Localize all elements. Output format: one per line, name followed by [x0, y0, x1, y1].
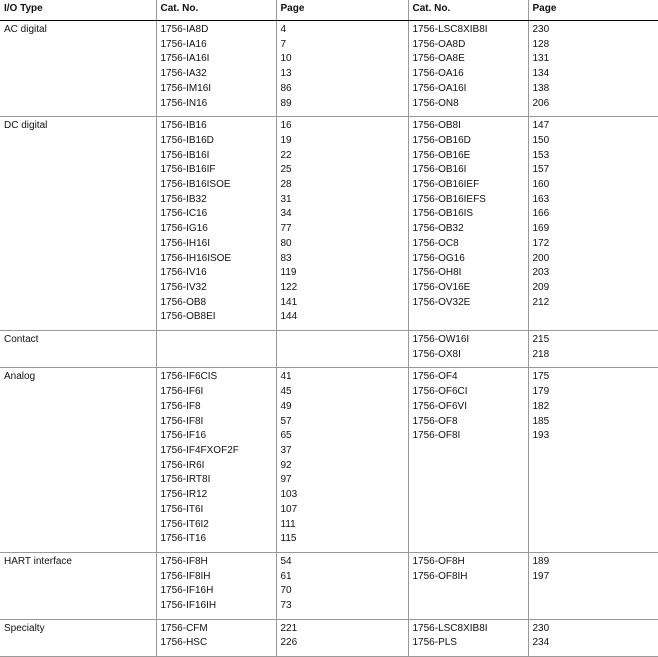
catalog-number: 1756-OW16I	[412, 334, 470, 346]
catalog-number: 1756-OV32E	[412, 296, 471, 308]
cat-no-2-cell	[408, 619, 528, 656]
catalog-number: 1756-OB8I	[412, 120, 461, 132]
catalog-number: 1756-IB16ISOE	[160, 179, 231, 191]
io-type-label: Specialty	[4, 622, 45, 634]
page-number: 157	[532, 164, 550, 176]
catalog-number: 1756-OF8I	[412, 430, 461, 442]
header-io-type: I/O Type	[0, 0, 156, 21]
page-number: 134	[532, 68, 550, 80]
page-number: 150	[532, 134, 550, 146]
io-type-cell	[0, 619, 156, 656]
page-number: 221	[280, 622, 298, 634]
page-number: 70	[280, 585, 292, 597]
page-number: 83	[280, 252, 292, 264]
header-cat-no-1: Cat. No.	[156, 0, 276, 21]
header-page-2: Page	[528, 0, 658, 21]
catalog-number: 1756-IB16D	[160, 134, 214, 146]
cat-no-1-cell	[156, 331, 276, 368]
table-row	[0, 117, 658, 331]
catalog-number: 1756-OF6CI	[412, 386, 468, 398]
io-type-cell	[0, 368, 156, 552]
cat-no-1-cell	[156, 368, 276, 552]
catalog-number: 1756-CFM	[160, 622, 208, 634]
page-number: 16	[280, 120, 292, 132]
catalog-number: 1756-LSC8XIB8I	[412, 24, 488, 35]
cat-no-2-cell	[408, 552, 528, 619]
catalog-number: 1756-IB16I	[160, 149, 210, 161]
catalog-number: 1756-IT6I	[160, 503, 204, 515]
catalog-number: 1756-IC16	[160, 208, 208, 220]
io-type-cell	[0, 117, 156, 331]
catalog-number: 1756-OB16D	[412, 134, 471, 146]
page-number: 73	[280, 600, 292, 612]
catalog-number: 1756-IA16	[160, 38, 207, 50]
page-number: 160	[532, 179, 550, 191]
cat-no-2-cell	[408, 21, 528, 117]
catalog-number: 1756-IM16I	[160, 82, 212, 94]
page-1-cell	[276, 552, 408, 619]
catalog-number: 1756-IT16	[160, 533, 207, 545]
page-number: 122	[280, 281, 298, 293]
catalog-number: 1756-ON8	[412, 97, 459, 109]
page-number: 80	[280, 237, 292, 249]
table-row	[0, 552, 658, 619]
page-2-cell	[528, 117, 658, 331]
catalog-number: 1756-IH16I	[160, 237, 210, 249]
cat-no-2-cell	[408, 368, 528, 552]
catalog-number: 1756-OB16IEFS	[412, 193, 486, 205]
page-2-cell	[528, 368, 658, 552]
io-type-label: DC digital	[4, 120, 48, 132]
catalog-number: 1756-OV16E	[412, 281, 471, 293]
catalog-number: 1756-HSC	[160, 637, 208, 649]
catalog-number: 1756-IF8	[160, 400, 201, 412]
catalog-number: 1756-IA32	[160, 68, 207, 80]
catalog-number: 1756-IF6CIS	[160, 371, 218, 383]
io-type-label: Contact	[4, 334, 39, 346]
page-number: 65	[280, 430, 292, 442]
page-number: 61	[280, 570, 292, 582]
catalog-number: 1756-IR6I	[160, 459, 205, 471]
page-number: 230	[532, 622, 550, 634]
catalog-number: 1756-OA16	[412, 68, 464, 80]
page-number: 193	[532, 430, 550, 442]
catalog-number: 1756-OA8D	[412, 38, 466, 50]
page-number: 4	[280, 24, 287, 35]
cat-no-1-cell	[156, 619, 276, 656]
catalog-number: 1756-OH8I	[412, 267, 462, 279]
cat-no-2-cell	[408, 331, 528, 368]
catalog-number: 1756-IF8IH	[160, 570, 211, 582]
catalog-number: 1756-IT6I2	[160, 518, 209, 530]
page-2-cell	[528, 21, 658, 117]
catalog-number: 1756-OF4	[412, 371, 458, 383]
io-type-cell	[0, 331, 156, 368]
page-number: 203	[532, 267, 550, 279]
catalog-number: 1756-IN16	[160, 97, 208, 109]
io-type-cell	[0, 21, 156, 117]
page-number: 215	[532, 334, 550, 346]
page-1-cell	[276, 619, 408, 656]
page-1-cell	[276, 117, 408, 331]
page-number: 37	[280, 444, 292, 456]
catalog-number: 1756-OB16I	[412, 164, 467, 176]
table-row	[0, 368, 658, 552]
catalog-number: 1756-IB16	[160, 120, 207, 132]
page-2-cell	[528, 331, 658, 368]
table-row	[0, 331, 658, 368]
page-number: 86	[280, 82, 292, 94]
page-number: 25	[280, 164, 292, 176]
page-number: 147	[532, 120, 550, 132]
page-number: 226	[280, 637, 298, 649]
io-type-label: Analog	[4, 371, 36, 383]
page-number: 41	[280, 371, 292, 383]
table-header-row	[0, 0, 658, 21]
page-number: 163	[532, 193, 550, 205]
page-number: 212	[532, 296, 550, 308]
page-1-cell	[276, 368, 408, 552]
page-2-cell	[528, 619, 658, 656]
page-number: 179	[532, 386, 550, 398]
page-number: 13	[280, 68, 292, 80]
page-number: 97	[280, 474, 292, 486]
catalog-number: 1756-IF4FXOF2F	[160, 444, 239, 456]
page-number: 22	[280, 149, 292, 161]
page-number: 111	[280, 518, 296, 530]
catalog-number: 1756-OC8	[412, 237, 459, 249]
catalog-number: 1756-IA8D	[160, 24, 209, 35]
catalog-number: 1756-OA8E	[412, 53, 465, 65]
catalog-number: 1756-OB8	[160, 296, 207, 308]
page-number: 230	[532, 24, 550, 35]
page-number: 45	[280, 386, 292, 398]
page-number: 89	[280, 97, 292, 109]
page-number: 28	[280, 179, 292, 191]
catalog-number: 1756-OF8IH	[412, 570, 468, 582]
page-number: 34	[280, 208, 292, 220]
page-number: 197	[532, 570, 550, 582]
page-number: 206	[532, 97, 550, 109]
page-number: 175	[532, 371, 550, 383]
catalog-number: 1756-OB8EI	[160, 311, 216, 323]
page-number: 31	[280, 193, 292, 205]
catalog-number: 1756-IB16IF	[160, 164, 216, 176]
io-type-label: AC digital	[4, 24, 47, 35]
page-number: 103	[280, 489, 298, 501]
cat-no-1-cell	[156, 117, 276, 331]
page-number: 218	[532, 348, 550, 360]
page-number: 141	[280, 296, 298, 308]
page-number: 172	[532, 237, 550, 249]
catalog-number: 1756-IF8H	[160, 555, 208, 567]
catalog-number: 1756-OA16I	[412, 82, 467, 94]
catalog-number: 1756-IF6I	[160, 386, 204, 398]
catalog-number: 1756-IH16ISOE	[160, 252, 232, 264]
page-number: 166	[532, 208, 550, 220]
cat-no-1-cell	[156, 21, 276, 117]
page-number: 54	[280, 555, 292, 567]
catalog-number: 1756-OF6VI	[412, 400, 467, 412]
page-number: 19	[280, 134, 292, 146]
page-number: 200	[532, 252, 550, 264]
page-number: 57	[280, 415, 292, 427]
catalog-number: 1756-IR12	[160, 489, 208, 501]
page-number: 131	[532, 53, 550, 65]
page-number: 189	[532, 555, 550, 567]
page-number: 107	[280, 503, 298, 515]
page-number: 10	[280, 53, 292, 65]
page-2-cell	[528, 552, 658, 619]
catalog-number: 1756-OG16	[412, 252, 465, 264]
page-number: 115	[280, 533, 297, 545]
catalog-number: 1756-LSC8XIB8I	[412, 622, 488, 634]
catalog-number: 1756-IV32	[160, 281, 207, 293]
catalog-number: 1756-OB16IS	[412, 208, 474, 220]
header-page-1: Page	[276, 0, 408, 21]
cat-no-2-cell	[408, 117, 528, 331]
table-row	[0, 21, 658, 117]
catalog-number: 1756-OB16IEF	[412, 179, 480, 191]
page-number: 128	[532, 38, 550, 50]
catalog-number: 1756-IG16	[160, 223, 208, 235]
catalog-number: 1756-OB32	[412, 223, 464, 235]
page-number: 77	[280, 223, 292, 235]
catalog-number: 1756-IF16IH	[160, 600, 217, 612]
page-number: 185	[532, 415, 550, 427]
catalog-number: 1756-IF8I	[160, 415, 204, 427]
page-number: 119	[280, 267, 297, 279]
header-cat-no-2: Cat. No.	[408, 0, 528, 21]
table-body	[0, 21, 658, 657]
catalog-number: 1756-IA16I	[160, 53, 210, 65]
page-number: 169	[532, 223, 550, 235]
catalog-number: 1756-OF8H	[412, 555, 465, 567]
catalog-number: 1756-OF8	[412, 415, 458, 427]
page-number: 209	[532, 281, 550, 293]
cat-no-1-cell	[156, 552, 276, 619]
table-row	[0, 619, 658, 656]
page-number: 7	[280, 38, 287, 50]
page-number: 182	[532, 400, 550, 412]
io-type-cell	[0, 552, 156, 619]
catalog-number: 1756-IF16	[160, 430, 207, 442]
io-type-label: HART interface	[4, 555, 72, 567]
catalog-number: 1756-OB16E	[412, 149, 471, 161]
page-number: 234	[532, 637, 550, 649]
catalog-number: 1756-IV16	[160, 267, 207, 279]
page-number: 144	[280, 311, 298, 323]
catalog-number: 1756-PLS	[412, 637, 457, 649]
catalog-number: 1756-OX8I	[412, 348, 461, 360]
catalog-number: 1756-IRT8I	[160, 474, 211, 486]
catalog-number: 1756-IF16H	[160, 585, 214, 597]
page-1-cell	[276, 331, 408, 368]
catalog-number: 1756-IB32	[160, 193, 207, 205]
page-number: 138	[532, 82, 550, 94]
page-number: 153	[532, 149, 550, 161]
page-number: 92	[280, 459, 292, 471]
page-1-cell	[276, 21, 408, 117]
page-number: 49	[280, 400, 292, 412]
